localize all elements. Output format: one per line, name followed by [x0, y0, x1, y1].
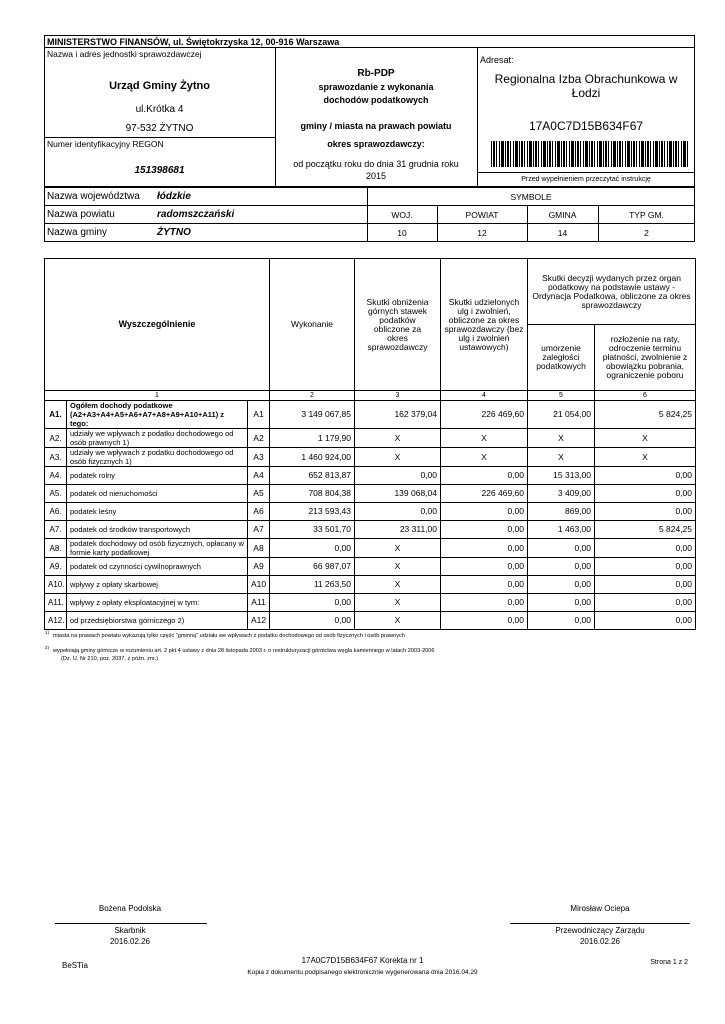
row-execution: 213 593,43	[270, 503, 355, 521]
row-code: A5.	[45, 485, 67, 503]
footnote-1: miasta na prawach powiatu wykazują tylko część "gminną" udziału we wpływach z podatku dochodowego od osób fizycznych i osób prawnych	[53, 633, 405, 639]
table-row	[45, 401, 696, 429]
row-col6: 0,00	[595, 594, 696, 612]
row-col3: 23 311,00	[355, 521, 441, 539]
row-col4: 226 469,60	[441, 485, 528, 503]
row-description: podatek leśny	[67, 503, 248, 521]
regon-value: 151398681	[134, 165, 185, 176]
row-col4: 0,00	[441, 594, 528, 612]
row-symbol: A5	[248, 485, 270, 503]
footer-correction: 17A0C7D15B634F67 Korekta nr 1	[301, 956, 424, 965]
left-signatory-role: Skarbnik	[114, 926, 146, 935]
row-col6: 5 824,25	[595, 401, 696, 429]
row-col5: X	[528, 429, 595, 448]
footnote-2-mark: 2)	[45, 645, 50, 650]
row-col5: 21 054,00	[528, 401, 595, 429]
left-signatory-date: 2016.02.26	[109, 937, 151, 946]
footnote-2b: (Dz. U. Nr 210, poz. 2037, z późn. zm.)	[61, 656, 158, 662]
row-code: A1.	[45, 401, 67, 429]
row-col3: 139 068,04	[355, 485, 441, 503]
table-row	[45, 521, 696, 539]
row-execution: 33 501,70	[270, 521, 355, 539]
sym-header-gmina: GMINA	[548, 210, 577, 220]
row-symbol: A12	[248, 612, 270, 630]
row-col4: 0,00	[441, 558, 528, 576]
colnum-6: 6	[595, 391, 696, 401]
addressee-line-2: Łodzi	[571, 86, 601, 100]
unit-postal: 97-532 ŻYTNO	[125, 123, 194, 134]
colnum-2: 2	[270, 391, 355, 401]
table-row	[45, 485, 696, 503]
addressee-line-1: Regionalna Izba Obrachunkowa w	[494, 72, 678, 86]
row-code: A9.	[45, 558, 67, 576]
addressee-label: Adresat:	[480, 55, 514, 65]
right-signatory-date: 2016.02.26	[579, 937, 621, 946]
name-address-label: Nazwa i adres jednostki sprawozdawczej	[47, 49, 202, 59]
row-symbol: A7	[248, 521, 270, 539]
row-symbol: A4	[248, 467, 270, 485]
row-col3: X	[355, 429, 441, 448]
row-col5: 0,00	[528, 576, 595, 594]
sym-value-typ: 2	[644, 228, 649, 238]
row-col3: X	[355, 576, 441, 594]
sym-value-powiat: 12	[477, 228, 487, 238]
footer-page-number: Strona 1 z 2	[650, 959, 688, 966]
row-col3: 0,00	[355, 467, 441, 485]
period-label: okres sprawozdawczy:	[327, 139, 425, 149]
row-col3: X	[355, 539, 441, 558]
row-col4: 0,00	[441, 612, 528, 630]
row-col5: X	[528, 448, 595, 467]
row-symbol: A10	[248, 576, 270, 594]
row-col5: 0,00	[528, 594, 595, 612]
unit-name: Urząd Gminy Żytno	[109, 80, 210, 92]
colnum-1: 1	[45, 391, 270, 401]
instruction-note: Przed wypełnieniem przeczytać instrukcję	[521, 176, 651, 183]
row-description: udziały we wpływach z podatku dochodowego od osób prawnych 1)	[67, 429, 248, 448]
row-description: podatek od środków transportowych	[67, 521, 248, 539]
row-col3: 162 379,04	[355, 401, 441, 429]
unit-street: ul.Krótka 4	[135, 104, 184, 115]
row-code: A11.	[45, 594, 67, 612]
row-col5: 0,00	[528, 558, 595, 576]
voivodeship-label: Nazwa województwa	[47, 191, 140, 202]
row-col6: 0,00	[595, 612, 696, 630]
row-execution: 0,00	[270, 594, 355, 612]
colnum-4: 4	[441, 391, 528, 401]
table-row	[45, 467, 696, 485]
commune-value: ŻYTNO	[157, 227, 191, 238]
row-execution: 1 179,90	[270, 429, 355, 448]
row-execution: 1 460 924,00	[270, 448, 355, 467]
row-col3: X	[355, 594, 441, 612]
row-col5: 1 463,00	[528, 521, 595, 539]
row-col4: 226 469,60	[441, 401, 528, 429]
row-execution: 0,00	[270, 539, 355, 558]
colnum-3: 3	[355, 391, 441, 401]
county-value: radomszczański	[157, 209, 235, 220]
row-symbol: A8	[248, 539, 270, 558]
row-col5: 3 409,00	[528, 485, 595, 503]
row-col3: X	[355, 612, 441, 630]
row-col3: X	[355, 558, 441, 576]
row-col6: 0,00	[595, 467, 696, 485]
sym-value-gmina: 14	[557, 228, 568, 238]
sym-header-woj: WOJ.	[391, 210, 413, 220]
row-col6: X	[595, 448, 696, 467]
ministry-line: MINISTERSTWO FINANSÓW, ul. Świętokrzyska 12, 00-916 Warszawa	[47, 37, 340, 47]
row-col4: 0,00	[441, 576, 528, 594]
row-col5: 15 313,00	[528, 467, 595, 485]
footnote-1-mark: 1)	[45, 630, 50, 635]
header-col5: umorzenie zaległości podatkowych	[528, 325, 595, 391]
row-symbol: A3	[248, 448, 270, 467]
row-col6: 0,00	[595, 485, 696, 503]
footer-app-name: BeSTia	[62, 961, 88, 970]
row-execution: 0,00	[270, 612, 355, 630]
row-description: podatek od czynności cywilnoprawnych	[67, 558, 248, 576]
table-row	[45, 612, 696, 630]
county-label: Nazwa powiatu	[47, 209, 115, 220]
period-line-1: od początku roku do dnia 31 grudnia roku	[293, 159, 459, 169]
row-symbol: A1	[248, 401, 270, 429]
row-description: wpływy z opłaty eksploatacyjnej w tym:	[67, 594, 248, 612]
barcode-image	[491, 141, 689, 167]
form-title-1: sprawozdanie z wykonania	[318, 82, 434, 92]
period-line-2: 2015	[365, 171, 387, 181]
row-description: podatek dochodowy od osób fizycznych, opłacany w formie karty podatkowej	[67, 539, 248, 558]
row-col5: 0,00	[528, 539, 595, 558]
row-col4: X	[441, 448, 528, 467]
row-description: podatek od nieruchomości	[67, 485, 248, 503]
row-description: podatek rolny	[67, 467, 248, 485]
row-col6: 0,00	[595, 558, 696, 576]
row-col5: 0,00	[528, 612, 595, 630]
sym-header-typ: TYP GM.	[629, 210, 664, 220]
row-col4: 0,00	[441, 539, 528, 558]
table-row	[45, 448, 696, 467]
row-col3: 0,00	[355, 503, 441, 521]
right-signatory-name: Mirosław Ociepa	[570, 904, 630, 913]
document-id: 17A0C7D15B634F67	[528, 119, 644, 133]
footnote-2a: wypełniają gminy górnicze w rozumieniu art. 2 pkt 4 ustawy z dnia 28 listopada 2003 r. o restrukturyzacji górnictwa węgla kamiennego w latach 2003-2006	[53, 648, 435, 654]
row-code: A8.	[45, 539, 67, 558]
row-col6: X	[595, 429, 696, 448]
table-row	[45, 539, 696, 558]
table-row	[45, 503, 696, 521]
row-code: A10.	[45, 576, 67, 594]
row-code: A12.	[45, 612, 67, 630]
row-execution: 11 263,50	[270, 576, 355, 594]
row-symbol: A11	[248, 594, 270, 612]
row-code: A4.	[45, 467, 67, 485]
sym-value-woj: 10	[397, 228, 407, 238]
table-row	[45, 576, 696, 594]
row-col4: 0,00	[441, 467, 528, 485]
right-signatory-role: Przewodniczący Zarządu	[555, 926, 645, 935]
row-col6: 5 824,25	[595, 521, 696, 539]
footer-copy-note: Kopia z dokumentu podpisanego elektronicznie wygenerowana dnia 2016.04.29	[247, 969, 478, 976]
colnum-5: 5	[528, 391, 595, 401]
left-signatory-name: Bożena Podolska	[98, 904, 162, 913]
row-execution: 708 804,38	[270, 485, 355, 503]
row-symbol: A9	[248, 558, 270, 576]
row-col5: 869,00	[528, 503, 595, 521]
row-code: A6.	[45, 503, 67, 521]
header-col6: rozłożenie na raty, odroczenie terminu płatności, zwolnienie z obowiązku pobrania, ograniczenie poboru	[595, 325, 696, 391]
symbols-label: SYMBOLE	[510, 192, 552, 202]
row-col4: 0,00	[441, 521, 528, 539]
form-title-3: gminy / miasta na prawach powiatu	[300, 121, 452, 131]
table-row	[45, 429, 696, 448]
row-symbol: A6	[248, 503, 270, 521]
form-title-2: dochodów podatkowych	[323, 95, 429, 105]
table-row	[45, 558, 696, 576]
commune-label: Nazwa gminy	[47, 227, 108, 238]
regon-label: Numer identyfikacyjny REGON	[47, 139, 164, 149]
header-col4: Skutki udzielonych ulg i zwolnień, obliczone za okres sprawozdawczy (bez ulg i zwolnień ustawowych)	[441, 259, 528, 391]
form-code: Rb-PDP	[357, 68, 395, 79]
header-col56: Skutki decyzji wydanych przez organ podatkowy na podstawie ustawy - Ordynacja Podatkowa, obliczone za okres sprawozdawczy	[528, 259, 696, 325]
row-col4: X	[441, 429, 528, 448]
row-description: od przedsiębiorstwa górniczego 2)	[67, 612, 248, 630]
row-execution: 3 149 067,85	[270, 401, 355, 429]
revenue-table	[44, 258, 696, 630]
row-col6: 0,00	[595, 576, 696, 594]
row-symbol: A2	[248, 429, 270, 448]
header-specification: Wyszczególnienie	[45, 259, 270, 391]
row-execution: 652 813,87	[270, 467, 355, 485]
row-code: A2.	[45, 429, 67, 448]
row-col4: 0,00	[441, 503, 528, 521]
header-execution: Wykonanie	[270, 259, 355, 391]
sym-header-powiat: POWIAT	[465, 210, 499, 220]
row-col6: 0,00	[595, 539, 696, 558]
row-description: Ogółem dochody podatkowe (A2+A3+A4+A5+A6+A7+A8+A9+A10+A11) z tego:	[67, 401, 248, 429]
row-description: udziały we wpływach z podatku dochodowego od osób fizycznych 1)	[67, 448, 248, 467]
row-col6: 0,00	[595, 503, 696, 521]
table-row	[45, 594, 696, 612]
row-code: A3.	[45, 448, 67, 467]
row-code: A7.	[45, 521, 67, 539]
row-description: wpływy z opłaty skarbowej	[67, 576, 248, 594]
voivodeship-value: łódzkie	[157, 191, 191, 202]
header-col3: Skutki obniżenia górnych stawek podatków obliczone za okres sprawozdawczy	[355, 259, 441, 391]
row-col3: X	[355, 448, 441, 467]
row-execution: 66 987,07	[270, 558, 355, 576]
